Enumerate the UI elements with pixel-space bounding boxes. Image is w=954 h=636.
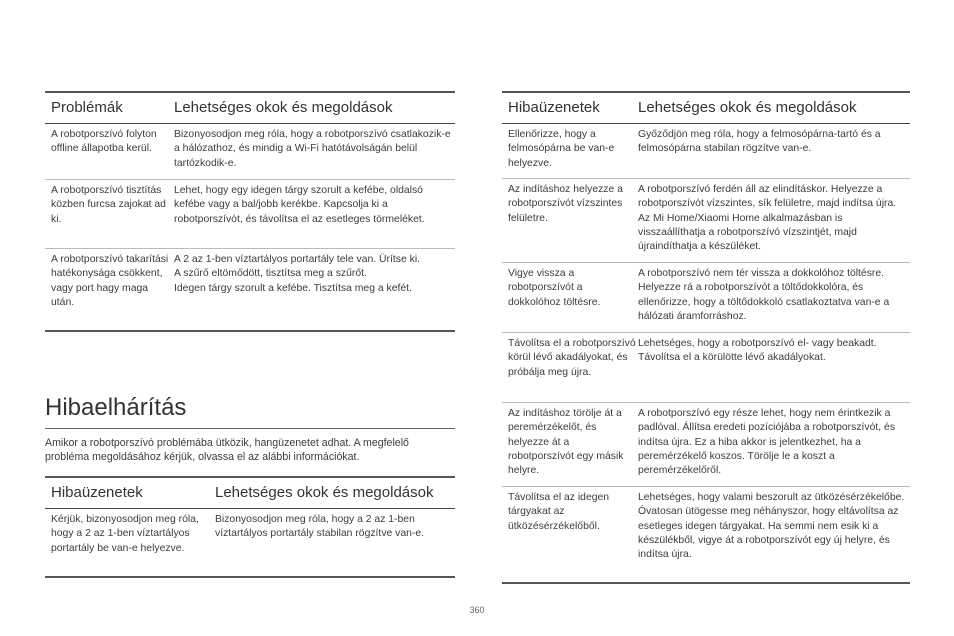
page-title: Hibaelhárítás xyxy=(45,394,187,421)
problem-cell: A robotporszívó takarítási hatékonysága csökkent, vagy port hagy maga után. xyxy=(45,249,174,331)
message-cell: Kérjük, bizonyosodjon meg róla, hogy a 2 az 1-ben víztartályos portartály be van-e helyezve. xyxy=(45,509,215,577)
error-messages-table-container xyxy=(502,91,910,584)
table-row xyxy=(502,333,910,403)
table-row xyxy=(45,249,455,331)
solutions-header: Lehetséges okok és megoldások xyxy=(638,92,910,124)
page-number: 360 xyxy=(469,605,485,615)
intro-text: Amikor a robotporszívó problémába ütközik, hangüzenetet adhat. A megfelelő probléma megoldásához kérjük, olvassa el az alábbi információkat. xyxy=(45,437,409,463)
solution-cell: Lehetséges, hogy valami beszorult az ütközésérzékelőbe. Óvatosan ütögesse meg néhányszor, hogy eltávolítsa az esetleges idegen tárgyakat. Ha semmi nem esik ki a készülékből, vigye át a robotporszívót egy új helyre, és indítsa újra. xyxy=(638,487,910,583)
table-row xyxy=(45,124,455,180)
title-divider xyxy=(45,428,455,429)
solutions-header: Lehetséges okok és megoldások xyxy=(215,477,455,509)
problem-cell: A robotporszívó folyton offline állapotba kerül. xyxy=(45,124,174,180)
solution-cell: A robotporszívó egy része lehet, hogy nem érintkezik a padlóval. Állítsa eredeti pozíciójába a robotporszívót, és indítsa újra. Ez a hiba akkor is jelentkezhet, ha a peremérzékelő koszos. Törölje le a koszt a peremérzékelőről. xyxy=(638,403,910,487)
solution-cell: A 2 az 1-ben víztartályos portartály tele van. Ürítse ki. A szűrő eltömődött, tisztítsa meg a szűrőt. Idegen tárgy szorult a kefébe. Tisztítsa meg a kefét. xyxy=(174,249,455,331)
messages-table-left xyxy=(45,476,455,578)
message-cell: Vigye vissza a robotporszívót a dokkolóhoz töltésre. xyxy=(502,263,638,333)
solution-cell: Lehet, hogy egy idegen tárgy szorult a kefébe, oldalsó kefébe vagy a bal/jobb kerékbe. Kapcsolja ki a robotporszívót, és távolítsa el az esetleges törmeléket. xyxy=(174,180,455,249)
problems-table-container xyxy=(45,91,455,332)
table-row xyxy=(502,487,910,583)
table-row xyxy=(502,403,910,487)
solution-cell: Bizonyosodjon meg róla, hogy a robotporszívó csatlakozik-e a hálózathoz, és mindig a Wi-Fi hatótávolságán belül tartózkodik-e. xyxy=(174,124,455,180)
problems-table xyxy=(45,91,455,332)
solution-cell: Győződjön meg róla, hogy a felmosópárna-tartó és a felmosópárna stabilan rögzítve van-e. xyxy=(638,124,910,179)
solution-cell: A robotporszívó nem tér vissza a dokkolóhoz töltésre. Helyezze rá a robotporszívót a töltődokkolóra, és ellenőrizze, hogy a töltődokkoló csatlakoztatva van-e a hálózati áramforráshoz. xyxy=(638,263,910,333)
problem-cell: A robotporszívó tisztítás közben furcsa zajokat ad ki. xyxy=(45,180,174,249)
table-row xyxy=(45,180,455,249)
messages-header: Hibaüzenetek xyxy=(45,477,215,509)
table-row xyxy=(45,509,455,577)
solution-cell: Bizonyosodjon meg róla, hogy a 2 az 1-ben víztartályos portartály stabilan rögzítve van-e. xyxy=(215,509,455,577)
message-cell: Ellenőrizze, hogy a felmosópárna be van-e helyezve. xyxy=(502,124,638,179)
messages-table-right xyxy=(502,91,910,584)
table-row xyxy=(502,124,910,179)
table-row xyxy=(502,179,910,263)
message-cell: Távolítsa el az idegen tárgyakat az ütközésérzékelőből. xyxy=(502,487,638,583)
message-cell: Az indításhoz helyezze a robotporszívót vízszintes felületre. xyxy=(502,179,638,263)
solution-cell: Lehetséges, hogy a robotporszívó el- vagy beakadt. Távolítsa el a körülötte lévő akadályokat. xyxy=(638,333,910,403)
problems-header: Problémák xyxy=(45,92,174,124)
table-row xyxy=(502,263,910,333)
section-header xyxy=(45,394,455,464)
messages-table-container xyxy=(45,476,455,578)
messages-header: Hibaüzenetek xyxy=(502,92,638,124)
message-cell: Az indításhoz törölje át a peremérzékelőt, és helyezze át a robotporszívót egy másik helyre. xyxy=(502,403,638,487)
message-cell: Távolítsa el a robotporszívó körül lévő akadályokat, és próbálja meg újra. xyxy=(502,333,638,403)
solution-cell: A robotporszívó ferdén áll az elindításkor. Helyezze a robotporszívót vízszintes, sík felületre, majd indítsa újra. Az Mi Home/Xiaomi Home alkalmazásban is visszaállíthatja a robotporszívó vízszintjét, majd újraindíthatja a készüléket. xyxy=(638,179,910,263)
solutions-header: Lehetséges okok és megoldások xyxy=(174,92,455,124)
